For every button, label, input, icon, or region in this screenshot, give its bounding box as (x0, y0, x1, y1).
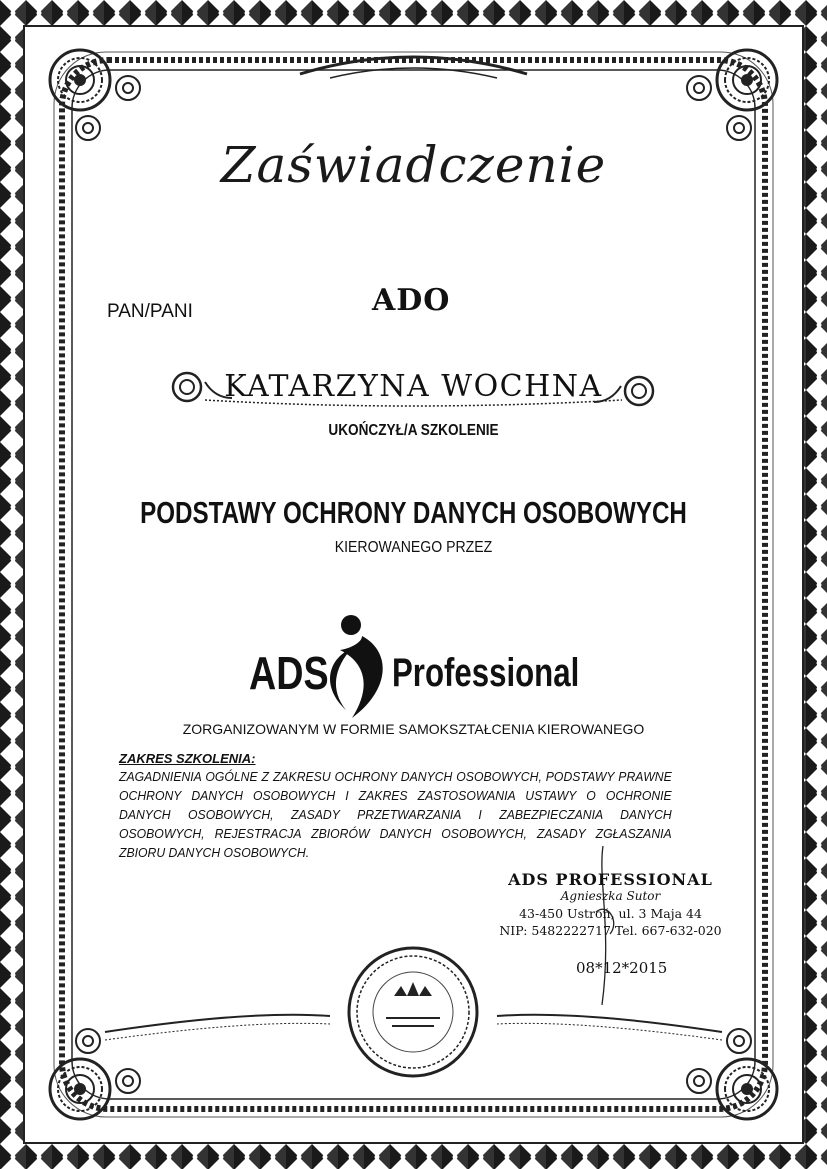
company-stamp (498, 871, 723, 939)
organizer-logo-right: Professional (392, 651, 580, 695)
course-title: PODSTAWY OCHRONY DANYCH OSOBOWYCH (140, 495, 687, 530)
stamp-organization: ADS PROFESSIONAL (508, 870, 713, 889)
certificate-heading: Zaświadczenie (220, 136, 607, 194)
conducted-by-label: KIEROWANEGO PRZEZ (334, 539, 493, 556)
organizer-logo-left: ADS (249, 647, 329, 699)
scope-body: ZAGADNIENIA OGÓLNE Z ZAKRESU OCHRONY DANYCH OSOBOWYCH, PODSTAWY PRAWNE OCHRONY DANYCH OSOBOWYCH I ZAKRES ZASTOSOWANIA USTAWY O OCHRONIE DANYCH OSOBOWYCH, ZASADY PRZETWARZANIA I ZABEZPIECZANIA DANYCH OSOBOWYCH, REJESTRACJA ZBIORÓW DANYCH OSOBOWYCH, ZASADY ZGŁASZANIA ZBIORU DANYCH OSOBOWYCH. (119, 769, 672, 860)
stamp-tax-phone: NIP: 5482222717 Tel. 667-632-020 (499, 923, 722, 938)
scope-heading: ZAKRES SZKOLENIA: (119, 751, 256, 766)
recipient-name: KATARZYNA WOCHNA (224, 369, 603, 404)
ads-logo-mark (330, 615, 383, 718)
completed-label: UKOŃCZYŁ/A SZKOLENIE (328, 422, 499, 439)
job-title: ADO (372, 283, 451, 318)
seal-emblem (349, 948, 477, 1076)
training-form-text: ZORGANIZOWANYM W FORMIE SAMOKSZTAŁCENIA KIEROWANEGO (182, 721, 645, 737)
stamp-address: 43-450 Ustroń, ul. 3 Maja 44 (519, 906, 702, 921)
salutation: PAN/PANI (107, 301, 193, 322)
issue-date: 08*12*2015 (576, 959, 668, 977)
stamp-person: Agnieszka Sutor (560, 889, 661, 903)
